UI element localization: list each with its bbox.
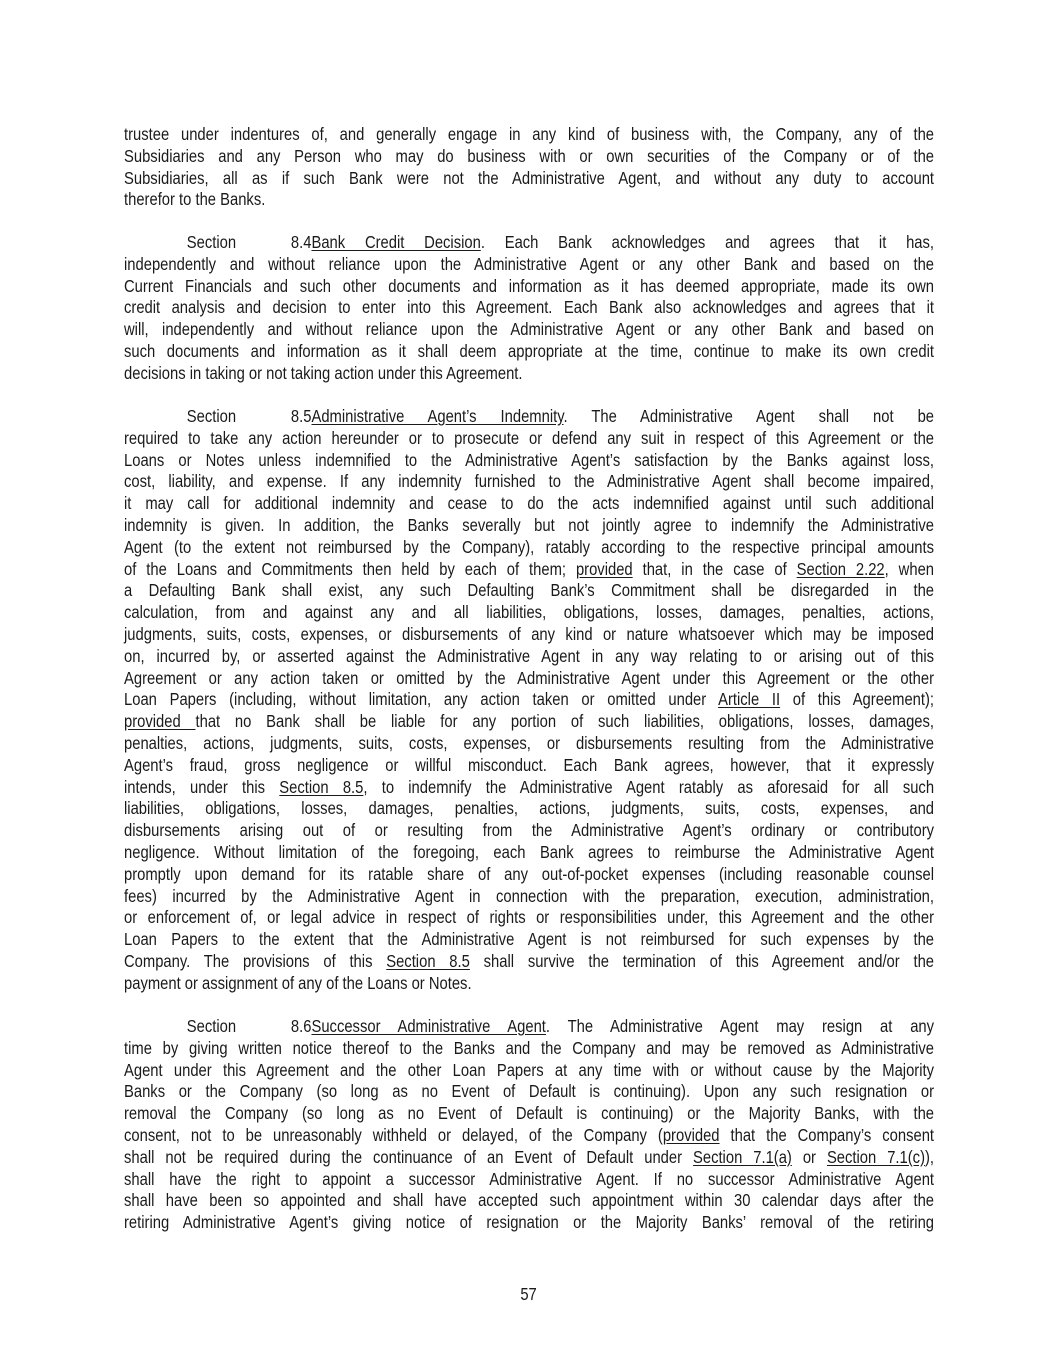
- text-line: [124, 689, 934, 711]
- text-line: [124, 1125, 934, 1147]
- line-text: [124, 471, 934, 493]
- section-heading-line: [124, 232, 934, 254]
- line-segment: Current Financials and such other documents and information as it has deemed appropriate, made its own: [124, 275, 935, 296]
- line-segment: payment or assignment of any of the Loans or Notes.: [124, 972, 472, 993]
- section-heading: Bank Credit Decision: [311, 232, 481, 252]
- line-segment: Agent under this Agreement and the other Loan Papers at any time with or without cause by the Majority: [124, 1059, 935, 1080]
- line-text: [124, 189, 934, 211]
- text-line: [124, 537, 934, 559]
- line-segment: consent, not to be unreasonably withheld or delayed, of the Company (: [124, 1124, 663, 1145]
- line-segment: that no Bank shall be liable for any portion of such liabilities, obligations, losses, damages,: [195, 711, 935, 732]
- text-line: [124, 951, 934, 973]
- line-text: [124, 646, 934, 668]
- line-text: [124, 1212, 934, 1234]
- cross-reference: provided: [124, 711, 196, 732]
- line-segment: a Defaulting Bank shall exist, any such Defaulting Bank’s Commitment shall be disregarded in the: [124, 580, 935, 601]
- text-line: [124, 124, 934, 146]
- line-segment: Agreement or any action taken or omitted by the Administrative Agent under this Agreement or the other: [124, 667, 935, 688]
- line-text: [124, 755, 934, 777]
- cross-reference: Section 2.22: [796, 558, 885, 579]
- text-line: [124, 668, 934, 690]
- line-text: [124, 428, 934, 450]
- line-text: [124, 537, 934, 559]
- line-segment: of this Agreement);: [780, 689, 935, 710]
- line-text: [124, 820, 934, 842]
- line-text: [124, 559, 934, 581]
- line-text: [124, 907, 934, 929]
- cross-reference: Section 8.5: [279, 776, 364, 797]
- line-text: [124, 1016, 934, 1038]
- cross-reference: Section 8.5: [386, 950, 470, 971]
- line-segment: therefor to the Banks.: [124, 189, 266, 210]
- text-line: [124, 1060, 934, 1082]
- text-line: [124, 1038, 934, 1060]
- page-number: [0, 1284, 1057, 1305]
- line-segment: indemnity is given. In addition, the Banks severally but not jointly agree to indemnify the Administrative: [124, 514, 935, 535]
- line-text: [124, 254, 934, 276]
- line-text: [124, 1081, 934, 1103]
- line-segment: shall have the right to appoint a successor Administrative Agent. If no successor Administrative Agent: [124, 1168, 935, 1189]
- text-line: [124, 1190, 934, 1212]
- line-segment: promptly upon demand for its ratable share of any out-of-pocket expenses (including reasonable counsel: [124, 863, 935, 884]
- line-text: [124, 798, 934, 820]
- text-line: [124, 777, 934, 799]
- text-line: [124, 254, 934, 276]
- line-text: [124, 168, 934, 190]
- line-segment: or: [791, 1146, 827, 1167]
- line-text: [124, 146, 934, 168]
- cross-reference: Section 7.1(a): [692, 1146, 792, 1167]
- line-text: [124, 406, 934, 428]
- text-line: [124, 798, 934, 820]
- line-text: [124, 624, 934, 646]
- section-8-6: [124, 1016, 934, 1234]
- text-line: [124, 929, 934, 951]
- line-segment: judgments, suits, costs, expenses, or disbursements of any kind or nature whatsoever which may be imposed: [124, 623, 935, 644]
- paragraph-continuation: [124, 124, 934, 211]
- text-line: [124, 168, 934, 190]
- line-segment: fees) incurred by the Administrative Agent in connection with the preparation, execution, administration,: [124, 885, 935, 906]
- section-heading-line: [124, 406, 934, 428]
- section-heading-line: [124, 1016, 934, 1038]
- line-segment: Agent (to the extent not reimbursed by the Company), ratably according to the respective principal amounts: [124, 536, 935, 557]
- line-segment: Banks or the Company (so long as no Event of Default is continuing). Upon any such resignation or: [124, 1081, 935, 1102]
- line-segment: , to indemnify the Administrative Agent ratably as aforesaid for all such: [363, 776, 935, 797]
- text-line: [124, 1081, 934, 1103]
- line-segment: Agent’s fraud, gross negligence or willful misconduct. Each Bank agrees, however, that it expressly: [124, 754, 935, 775]
- line-text: [124, 276, 934, 298]
- line-text: [124, 1060, 934, 1082]
- text-line: [124, 907, 934, 929]
- line-text: [124, 1147, 934, 1169]
- text-line: [124, 276, 934, 298]
- line-segment: intends, under this: [124, 776, 280, 797]
- line-segment: shall not be required during the continuance of an Event of Default under: [124, 1146, 693, 1167]
- text-line: [124, 646, 934, 668]
- text-line: [124, 1103, 934, 1125]
- line-segment: negligence. Without limitation of the foregoing, each Bank agrees to reimburse the Administrative Agent: [124, 841, 935, 862]
- line-text: [124, 124, 934, 146]
- line-segment: trustee under indentures of, and generally engage in any kind of business with, the Company, any of the: [124, 124, 935, 144]
- text-line: [124, 363, 934, 385]
- line-text: [124, 1103, 934, 1125]
- text-line: [124, 428, 934, 450]
- line-segment: Subsidiaries and any Person who may do business with or own securities of the Company or of the: [124, 145, 935, 166]
- text-line: [124, 189, 934, 211]
- line-segment: of the Loans and Commitments then held by each of them;: [124, 558, 576, 579]
- line-segment: Subsidiaries, all as if such Bank were not the Administrative Agent, and without any duty to account: [124, 167, 935, 188]
- line-segment: it may call for additional indemnity and cease to do the acts indemnified against until such additional: [124, 493, 935, 514]
- line-text: [124, 842, 934, 864]
- section-number: Section 8.4: [186, 232, 312, 252]
- line-text: [124, 929, 934, 951]
- section-number: Section 8.6: [186, 1016, 312, 1036]
- line-segment: calculation, from and against any and all liabilities, obligations, losses, damages, penalties, actions,: [124, 602, 935, 623]
- text-line: [124, 1147, 934, 1169]
- section-heading: Successor Administrative Agent: [311, 1016, 546, 1036]
- text-line: [124, 1212, 934, 1234]
- section-number: Section 8.5: [186, 406, 312, 426]
- text-line: [124, 602, 934, 624]
- line-segment: cost, liability, and expense. If any indemnity furnished to the Administrative Agent shall become impaired,: [124, 471, 935, 492]
- cross-reference: provided: [575, 558, 633, 579]
- line-text: [124, 363, 934, 385]
- line-segment: independently and without reliance upon the Administrative Agent or any other Bank and based on the: [124, 253, 935, 274]
- text-line: [124, 580, 934, 602]
- text-line: [124, 820, 934, 842]
- text-line: [124, 624, 934, 646]
- line-segment: , when: [884, 558, 935, 579]
- line-segment: decisions in taking or not taking action under this Agreement.: [124, 362, 523, 383]
- line-text: [124, 580, 934, 602]
- line-text: [124, 689, 934, 711]
- section-8-5: [124, 406, 934, 995]
- line-text: [124, 1038, 934, 1060]
- cross-reference: Section 7.1(c): [826, 1146, 925, 1167]
- line-segment: penalties, actions, judgments, suits, costs, expenses, or disbursements resulting from the Administrative: [124, 732, 935, 753]
- line-segment: liabilities, obligations, losses, damages, penalties, actions, judgments, suits, costs, expenses, and: [124, 798, 935, 819]
- line-text: [124, 668, 934, 690]
- line-segment: shall survive the termination of this Agreement and/or the: [469, 950, 935, 971]
- line-segment: credit analysis and decision to enter into this Agreement. Each Bank also acknowledges and agrees that it: [124, 297, 935, 318]
- line-segment: such documents and information as it shall deem appropriate at the time, continue to make its own credit: [124, 340, 935, 361]
- line-text: [124, 297, 934, 319]
- text-line: [124, 864, 934, 886]
- line-segment: Company. The provisions of this: [124, 950, 387, 971]
- text-line: [124, 297, 934, 319]
- text-line: [124, 886, 934, 908]
- line-text: [124, 515, 934, 537]
- line-text: [124, 886, 934, 908]
- section-8-4: [124, 232, 934, 385]
- text-line: [124, 559, 934, 581]
- line-segment: will, independently and without reliance upon the Administrative Agent or any other Bank and based on: [124, 319, 935, 340]
- line-text: [124, 341, 934, 363]
- text-line: [124, 973, 934, 995]
- line-segment: required to take any action hereunder or to prosecute or defend any suit in respect of this Agreement or the: [124, 427, 935, 448]
- text-line: [124, 319, 934, 341]
- line-text: [124, 319, 934, 341]
- line-text: [124, 493, 934, 515]
- line-segment: Loan Papers to the extent that the Administrative Agent is not reimbursed for such expenses by the: [124, 929, 935, 950]
- line-segment: disbursements arising out of or resulting from the Administrative Agent’s ordinary or contributory: [124, 820, 935, 841]
- text-line: [124, 733, 934, 755]
- text-line: [124, 450, 934, 472]
- text-line: [124, 341, 934, 363]
- line-text: [124, 864, 934, 886]
- cross-reference: provided: [662, 1124, 720, 1145]
- line-text: [124, 733, 934, 755]
- line-text: [124, 711, 934, 733]
- line-text: [124, 1169, 934, 1191]
- line-segment: Loan Papers (including, without limitation, any action taken or omitted under: [124, 689, 719, 710]
- line-segment: time by giving written notice thereof to the Banks and the Company and may be removed as Administrative: [124, 1037, 935, 1058]
- text-line: [124, 711, 934, 733]
- line-text: [124, 232, 934, 254]
- text-line: [124, 515, 934, 537]
- text-line: [124, 146, 934, 168]
- section-heading: Administrative Agent’s Indemnity: [311, 406, 564, 426]
- text-line: [124, 842, 934, 864]
- text-line: [124, 493, 934, 515]
- text-line: [124, 471, 934, 493]
- line-text: [124, 1125, 934, 1147]
- line-segment: Loans or Notes unless indemnified to the Administrative Agent’s satisfaction by the Banks against loss,: [124, 449, 935, 470]
- text-line: [124, 755, 934, 777]
- line-segment: . The Administrative Agent may resign at any: [545, 1016, 935, 1036]
- line-text: [124, 1190, 934, 1212]
- line-segment: or enforcement of, or legal advice in respect of rights or responsibilities under, this Agreement and the other: [124, 907, 935, 928]
- page-number-text: 57: [520, 1284, 537, 1304]
- line-segment: . Each Bank acknowledges and agrees that it has,: [480, 232, 935, 252]
- line-segment: ),: [924, 1146, 935, 1167]
- line-text: [124, 450, 934, 472]
- line-text: [124, 973, 934, 995]
- line-segment: . The Administrative Agent shall not be: [563, 406, 935, 426]
- line-segment: removal the Company (so long as no Event of Default is continuing) or the Majority Banks, with the: [124, 1103, 935, 1124]
- cross-reference: Article II: [718, 689, 781, 710]
- line-segment: retiring Administrative Agent’s giving notice of resignation or the Majority Banks’ removal of the retiring: [124, 1212, 935, 1233]
- line-segment: that, in the case of: [632, 558, 797, 579]
- line-segment: on, incurred by, or asserted against the Administrative Agent in any way relating to or arising out of this: [124, 645, 935, 666]
- line-segment: that the Company’s consent: [719, 1124, 935, 1145]
- line-text: [124, 777, 934, 799]
- line-text: [124, 602, 934, 624]
- line-text: [124, 951, 934, 973]
- text-line: [124, 1169, 934, 1191]
- line-segment: shall have been so appointed and shall have accepted such appointment within 30 calendar days after the: [124, 1190, 935, 1211]
